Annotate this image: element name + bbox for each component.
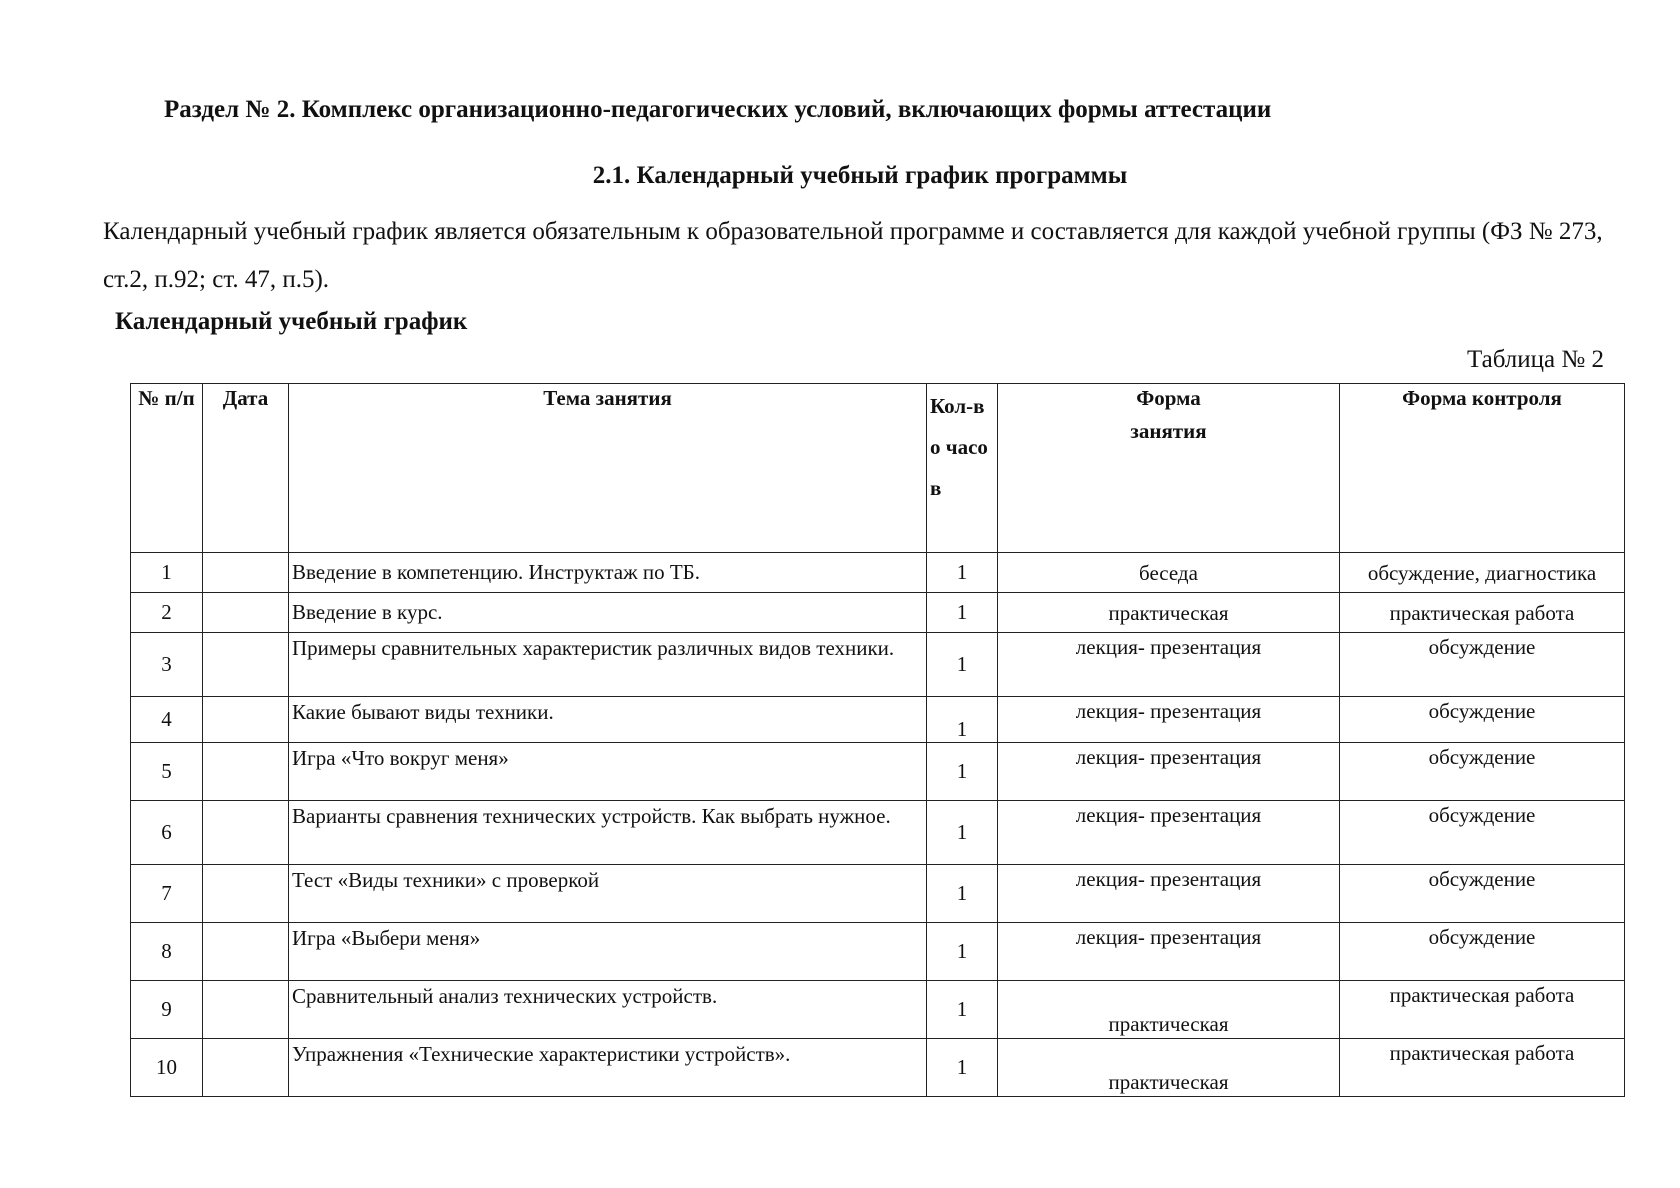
row-number: 8: [131, 923, 203, 981]
schedule-heading: Календарный учебный график: [115, 308, 468, 335]
header-form-line2: занятия: [1130, 419, 1207, 443]
row-date: [203, 697, 289, 743]
row-control: обсуждение: [1340, 923, 1625, 981]
row-topic: Сравнительный анализ технических устройств.: [289, 981, 927, 1039]
row-form: лекция- презентация: [998, 743, 1340, 801]
row-date: [203, 553, 289, 593]
row-topic: Примеры сравнительных характеристик различных видов техники.: [289, 633, 927, 697]
row-hours: 1: [927, 801, 998, 865]
row-number: 3: [131, 633, 203, 697]
table-row: [131, 981, 1625, 1039]
row-form: лекция- презентация: [998, 697, 1340, 743]
row-topic: Игра «Выбери меня»: [289, 923, 927, 981]
table-row: [131, 553, 1625, 593]
row-form: беседа: [998, 553, 1340, 593]
row-form: лекция- презентация: [998, 923, 1340, 981]
row-form: лекция- презентация: [998, 801, 1340, 865]
row-topic: Упражнения «Технические характеристики устройств».: [289, 1039, 927, 1097]
row-control: обсуждение, диагностика: [1340, 553, 1625, 593]
table-row: [131, 593, 1625, 633]
row-hours: 1: [927, 553, 998, 593]
row-topic: Какие бывают виды техники.: [289, 697, 927, 743]
header-control: Форма контроля: [1340, 384, 1625, 553]
row-hours: 1: [927, 633, 998, 697]
header-form: [998, 384, 1340, 553]
section-heading: Раздел № 2. Комплекс организационно-педагогических условий, включающих формы аттестации: [164, 96, 1272, 123]
row-hours: 1: [927, 865, 998, 923]
schedule-table-body: [131, 553, 1625, 1097]
row-hours: 1: [927, 743, 998, 801]
row-form: лекция- презентация: [998, 633, 1340, 697]
table-row: [131, 865, 1625, 923]
row-topic: Игра «Что вокруг меня»: [289, 743, 927, 801]
table-row: [131, 743, 1625, 801]
row-hours: 1: [927, 981, 998, 1039]
table-row: [131, 923, 1625, 981]
header-hours: Кол-во часов: [927, 384, 998, 553]
row-date: [203, 593, 289, 633]
table-row: [131, 697, 1625, 743]
row-control: обсуждение: [1340, 801, 1625, 865]
table-header-row: [131, 384, 1625, 553]
row-number: 2: [131, 593, 203, 633]
table-caption: Таблица № 2: [1466, 346, 1604, 373]
row-hours: 1: [927, 923, 998, 981]
row-topic: Введение в курс.: [289, 593, 927, 633]
row-hours: 1: [927, 697, 998, 743]
subsection-heading: 2.1. Календарный учебный график программы: [592, 162, 1128, 189]
row-number: 9: [131, 981, 203, 1039]
row-number: 7: [131, 865, 203, 923]
row-control: практическая работа: [1340, 981, 1625, 1039]
table-row: [131, 801, 1625, 865]
schedule-table: [130, 383, 1625, 1097]
row-form: практическая: [998, 981, 1340, 1039]
row-form: практическая: [998, 593, 1340, 633]
row-hours: 1: [927, 593, 998, 633]
row-number: 6: [131, 801, 203, 865]
row-date: [203, 981, 289, 1039]
row-date: [203, 743, 289, 801]
row-number: 5: [131, 743, 203, 801]
row-date: [203, 633, 289, 697]
header-form-line1: Форма: [1136, 386, 1201, 410]
row-control: обсуждение: [1340, 743, 1625, 801]
row-topic: Введение в компетенцию. Инструктаж по ТБ.: [289, 553, 927, 593]
row-control: обсуждение: [1340, 865, 1625, 923]
table-row: [131, 1039, 1625, 1097]
row-control: обсуждение: [1340, 697, 1625, 743]
row-topic: Тест «Виды техники» с проверкой: [289, 865, 927, 923]
header-num: № п/п: [131, 384, 203, 553]
intro-paragraph: Календарный учебный график является обязательным к образовательной программе и составляется для каждой учебной группы (ФЗ № 273, ст.2, п.92; ст. 47, п.5).: [103, 218, 1603, 293]
row-date: [203, 865, 289, 923]
row-form: практическая: [998, 1039, 1340, 1097]
row-number: 10: [131, 1039, 203, 1097]
row-topic: Варианты сравнения технических устройств. Как выбрать нужное.: [289, 801, 927, 865]
row-form: лекция- презентация: [998, 865, 1340, 923]
row-control: практическая работа: [1340, 1039, 1625, 1097]
header-date: Дата: [203, 384, 289, 553]
row-number: 4: [131, 697, 203, 743]
row-date: [203, 801, 289, 865]
row-number: 1: [131, 553, 203, 593]
row-hours: 1: [927, 1039, 998, 1097]
row-date: [203, 1039, 289, 1097]
table-row: [131, 633, 1625, 697]
row-control: обсуждение: [1340, 633, 1625, 697]
row-control: практическая работа: [1340, 593, 1625, 633]
header-topic: Тема занятия: [289, 384, 927, 553]
row-date: [203, 923, 289, 981]
